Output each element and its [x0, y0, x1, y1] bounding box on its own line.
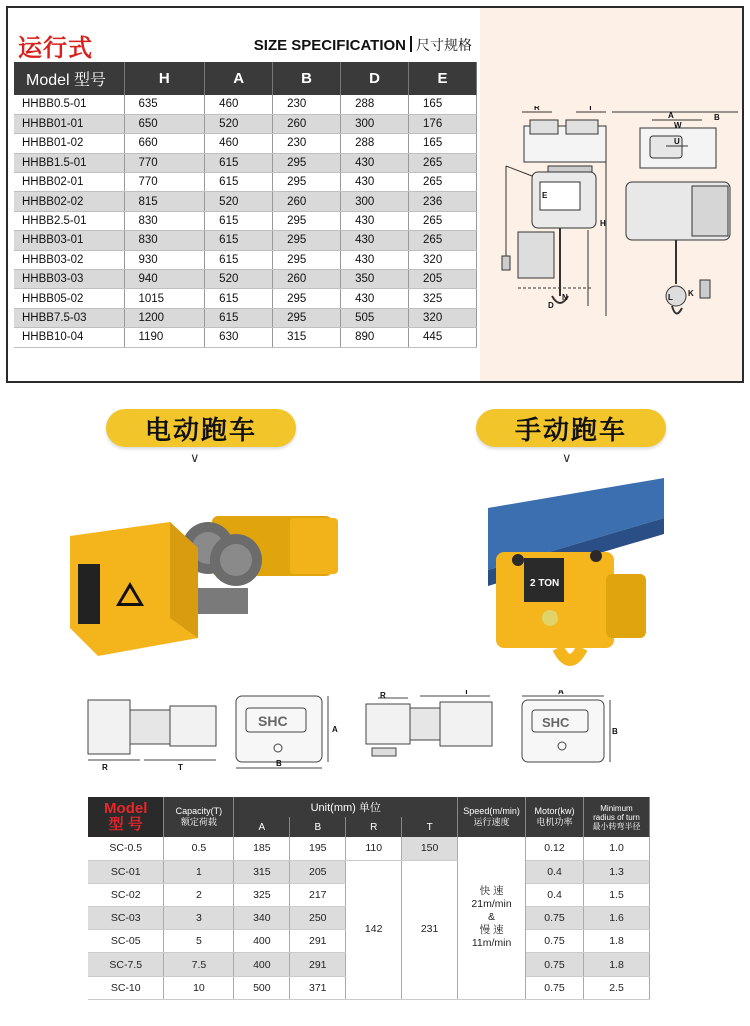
cell-value: 890 — [341, 328, 409, 347]
table-row — [14, 192, 477, 211]
electric-trolley-label: 电动跑车 — [106, 409, 296, 447]
motor-header-en: Motor(kw) — [534, 806, 575, 816]
cell-value: 236 — [409, 192, 477, 211]
spec-table-area — [8, 8, 480, 381]
cell-model: HHBB01-01 — [14, 114, 124, 133]
cell-value: 295 — [273, 308, 341, 327]
cell-b: 217 — [290, 883, 346, 906]
cell-value: 295 — [273, 173, 341, 192]
cell-value: 265 — [409, 211, 477, 230]
sub-header-r: R — [346, 817, 402, 837]
cell-value: 445 — [409, 328, 477, 347]
cell-value: 315 — [273, 328, 341, 347]
capacity-header-en: Capacity(T) — [175, 806, 223, 816]
unit-header: Unit(mm) 单位 — [234, 797, 458, 817]
cell-radius: 1.5 — [584, 883, 650, 906]
label-r: R — [534, 106, 540, 112]
cell-capacity: 7.5 — [164, 953, 234, 976]
cell-radius: 1.0 — [584, 837, 650, 860]
model-header-cn: 型 号 — [108, 816, 143, 833]
sub-header-b: B — [290, 817, 346, 837]
cell-b: 205 — [290, 860, 346, 883]
table-row — [14, 328, 477, 347]
cell-value: 660 — [124, 134, 205, 153]
drawing-label-t: T — [178, 763, 183, 772]
electric-trolley-image — [60, 478, 350, 668]
speed-fast-label: 快 速 — [479, 885, 504, 898]
cell-value: 295 — [273, 211, 341, 230]
cell-value: 350 — [341, 270, 409, 289]
cell-motor: 0.75 — [526, 907, 584, 930]
cell-capacity: 1 — [164, 860, 234, 883]
heading-divider — [410, 36, 412, 52]
cell-capacity: 5 — [164, 930, 234, 953]
speed-header-en: Speed(m/min) — [463, 806, 520, 816]
table-row — [14, 231, 477, 250]
drawing-label-r: R — [102, 763, 108, 772]
cell-value: 430 — [341, 211, 409, 230]
cell-radius: 1.8 — [584, 953, 650, 976]
cell-value: 230 — [273, 134, 341, 153]
cell-value: 320 — [409, 308, 477, 327]
trolley-header-row-1 — [88, 797, 650, 817]
cell-model: HHBB1.5-01 — [14, 153, 124, 172]
sub-header-t: T — [402, 817, 458, 837]
cell-value: 615 — [205, 211, 273, 230]
col-header: E — [409, 62, 477, 95]
radius-header-en-2: radius of turn — [593, 812, 640, 822]
shc-logo: SHC — [542, 715, 570, 730]
cell-value: 615 — [205, 289, 273, 308]
cell-model: SC-02 — [88, 883, 164, 906]
cell-motor: 0.4 — [526, 883, 584, 906]
cell-value: 615 — [205, 173, 273, 192]
cell-capacity: 10 — [164, 976, 234, 999]
radius-header-cn: 最小转弯半径 — [592, 821, 641, 831]
cell-value: 830 — [124, 211, 205, 230]
cell-value: 830 — [124, 231, 205, 250]
table-row — [14, 270, 477, 289]
cell-value: 430 — [341, 153, 409, 172]
cell-b: 250 — [290, 907, 346, 930]
cell-value: 635 — [124, 95, 205, 114]
table-row — [14, 289, 477, 308]
cell-value: 630 — [205, 328, 273, 347]
cell-value: 430 — [341, 250, 409, 269]
cell-value: 650 — [124, 114, 205, 133]
cell-model: SC-10 — [88, 976, 164, 999]
drawing-label-a: A — [332, 725, 338, 734]
speed-amp: & — [488, 911, 496, 924]
col-header: A — [205, 62, 273, 95]
table-row — [14, 153, 477, 172]
label-e: E — [542, 191, 548, 200]
cell-value: 815 — [124, 192, 205, 211]
col-header: B — [273, 62, 341, 95]
cell-value: 615 — [205, 153, 273, 172]
cell-a: 500 — [234, 976, 290, 999]
cell-value: 505 — [341, 308, 409, 327]
cell-value: 770 — [124, 153, 205, 172]
cell-radius: 1.3 — [584, 860, 650, 883]
brand-title: 运行式 — [18, 34, 93, 62]
cell-model: SC-7.5 — [88, 953, 164, 976]
cell-radius: 2.5 — [584, 976, 650, 999]
capacity-header — [164, 797, 234, 837]
cell-model: SC-0.5 — [88, 837, 164, 860]
col-header: D — [341, 62, 409, 95]
cell-motor: 0.75 — [526, 976, 584, 999]
cell-value: 520 — [205, 114, 273, 133]
cell-value: 615 — [205, 231, 273, 250]
spec-heading-cn: 尺寸规格 — [416, 37, 472, 53]
cell-value: 615 — [205, 250, 273, 269]
model-header-en: Model — [104, 800, 148, 817]
speed-header — [458, 797, 526, 837]
cell-r: 110 — [346, 837, 402, 860]
cell-motor: 0.12 — [526, 837, 584, 860]
label-d: D — [548, 301, 554, 310]
table-row — [14, 114, 477, 133]
label-n: N — [562, 293, 568, 302]
drawing-label-b: B — [612, 727, 618, 736]
cell-value: 165 — [409, 134, 477, 153]
label-b: B — [714, 113, 720, 122]
speed-header-cn: 运行速度 — [473, 817, 510, 827]
cell-t: 150 — [402, 837, 458, 860]
table-row — [14, 95, 477, 114]
label-a: A — [668, 111, 674, 120]
cell-value: 165 — [409, 95, 477, 114]
spec-header-row — [14, 62, 477, 95]
cell-model: HHBB01-02 — [14, 134, 124, 153]
cell-value: 205 — [409, 270, 477, 289]
cell-value: 230 — [273, 95, 341, 114]
model-header — [88, 797, 164, 837]
motor-header — [526, 797, 584, 837]
cell-value: 770 — [124, 173, 205, 192]
cell-value: 940 — [124, 270, 205, 289]
capacity-plate: 2 TON — [530, 578, 560, 589]
table-row — [14, 250, 477, 269]
cell-model: HHBB05-02 — [14, 289, 124, 308]
radius-header — [584, 797, 650, 837]
t-merged-cell: 231 — [402, 860, 458, 999]
cell-model: SC-01 — [88, 860, 164, 883]
hoist-dimension-drawing — [492, 106, 738, 336]
label-k: K — [688, 289, 694, 298]
cell-value: 930 — [124, 250, 205, 269]
cell-model: HHBB2.5-01 — [14, 211, 124, 230]
table-row — [88, 837, 650, 860]
label-u: U — [674, 137, 680, 146]
shc-logo: SHC — [258, 713, 288, 729]
drawing-label-r: R — [380, 691, 386, 700]
cell-b: 195 — [290, 837, 346, 860]
cell-model: HHBB02-01 — [14, 173, 124, 192]
table-row — [14, 211, 477, 230]
motor-header-cn: 电机功率 — [536, 817, 573, 827]
spec-heading-en: SIZE SPECIFICATION — [253, 37, 406, 54]
manual-trolley-image — [488, 478, 664, 674]
label-h: H — [600, 219, 606, 228]
speed-merged-cell — [458, 837, 526, 999]
cell-value: 520 — [205, 192, 273, 211]
cell-value: 265 — [409, 231, 477, 250]
cell-value: 430 — [341, 289, 409, 308]
cell-motor: 0.75 — [526, 953, 584, 976]
cell-value: 295 — [273, 153, 341, 172]
cell-model: HHBB02-02 — [14, 192, 124, 211]
speed-slow-label: 慢 速 — [479, 924, 504, 937]
cell-capacity: 2 — [164, 883, 234, 906]
cell-value: 1190 — [124, 328, 205, 347]
cell-value: 295 — [273, 289, 341, 308]
cell-a: 400 — [234, 953, 290, 976]
cell-radius: 1.8 — [584, 930, 650, 953]
radius-header-en-1: Minimum — [600, 803, 633, 813]
cell-value: 260 — [273, 192, 341, 211]
model-header: Model 型号 — [14, 62, 124, 95]
cell-value: 176 — [409, 114, 477, 133]
cell-motor: 0.4 — [526, 860, 584, 883]
cell-value: 460 — [205, 95, 273, 114]
cell-value: 265 — [409, 173, 477, 192]
chevron-down-icon: ∨ — [562, 451, 572, 466]
cell-a: 315 — [234, 860, 290, 883]
manual-trolley-drawing — [360, 690, 620, 772]
cell-value: 1200 — [124, 308, 205, 327]
cell-model: SC-03 — [88, 907, 164, 930]
table-row — [14, 173, 477, 192]
table-row — [14, 134, 477, 153]
cell-value: 1015 — [124, 289, 205, 308]
table-row — [14, 308, 477, 327]
label-w: W — [674, 121, 682, 130]
cell-value: 430 — [341, 231, 409, 250]
r-merged-cell: 142 — [346, 860, 402, 999]
spec-heading — [254, 35, 472, 55]
cell-radius: 1.6 — [584, 907, 650, 930]
cell-value: 320 — [409, 250, 477, 269]
label-l: L — [668, 293, 673, 302]
cell-model: HHBB7.5-03 — [14, 308, 124, 327]
speed-fast-value: 21m/min — [471, 898, 512, 911]
cell-value: 260 — [273, 114, 341, 133]
cell-value: 265 — [409, 153, 477, 172]
cell-b: 291 — [290, 930, 346, 953]
trolley-spec-table — [88, 797, 650, 1000]
cell-value: 430 — [341, 173, 409, 192]
cell-a: 400 — [234, 930, 290, 953]
cell-value: 288 — [341, 134, 409, 153]
cell-value: 460 — [205, 134, 273, 153]
speed-slow-value: 11m/min — [471, 937, 512, 950]
cell-capacity: 0.5 — [164, 837, 234, 860]
capacity-header-cn: 额定荷载 — [180, 817, 217, 827]
chevron-down-icon: ∨ — [190, 451, 200, 466]
cell-model: HHBB03-01 — [14, 231, 124, 250]
cell-a: 185 — [234, 837, 290, 860]
cell-model: HHBB03-02 — [14, 250, 124, 269]
manual-trolley-label: 手动跑车 — [476, 409, 666, 447]
cell-value: 300 — [341, 114, 409, 133]
sub-header-a: A — [234, 817, 290, 837]
cell-value: 325 — [409, 289, 477, 308]
drawing-label-a: A — [558, 690, 564, 696]
cell-value: 295 — [273, 250, 341, 269]
cell-b: 291 — [290, 953, 346, 976]
cell-value: 615 — [205, 308, 273, 327]
cell-motor: 0.75 — [526, 930, 584, 953]
size-spec-table — [14, 62, 477, 348]
cell-model: SC-05 — [88, 930, 164, 953]
drawing-label-b: B — [276, 759, 282, 768]
electric-trolley-drawing — [80, 690, 350, 772]
table-row — [88, 860, 650, 883]
cell-a: 325 — [234, 883, 290, 906]
cell-b: 371 — [290, 976, 346, 999]
cell-a: 340 — [234, 907, 290, 930]
drawing-label-t: T — [464, 690, 469, 696]
cell-value: 288 — [341, 95, 409, 114]
cell-model: HHBB0.5-01 — [14, 95, 124, 114]
col-header: H — [124, 62, 205, 95]
cell-value: 295 — [273, 231, 341, 250]
cell-value: 520 — [205, 270, 273, 289]
size-spec-panel — [6, 6, 744, 383]
cell-capacity: 3 — [164, 907, 234, 930]
cell-value: 300 — [341, 192, 409, 211]
cell-model: HHBB10-04 — [14, 328, 124, 347]
label-t: T — [588, 106, 593, 112]
cell-model: HHBB03-03 — [14, 270, 124, 289]
cell-value: 260 — [273, 270, 341, 289]
